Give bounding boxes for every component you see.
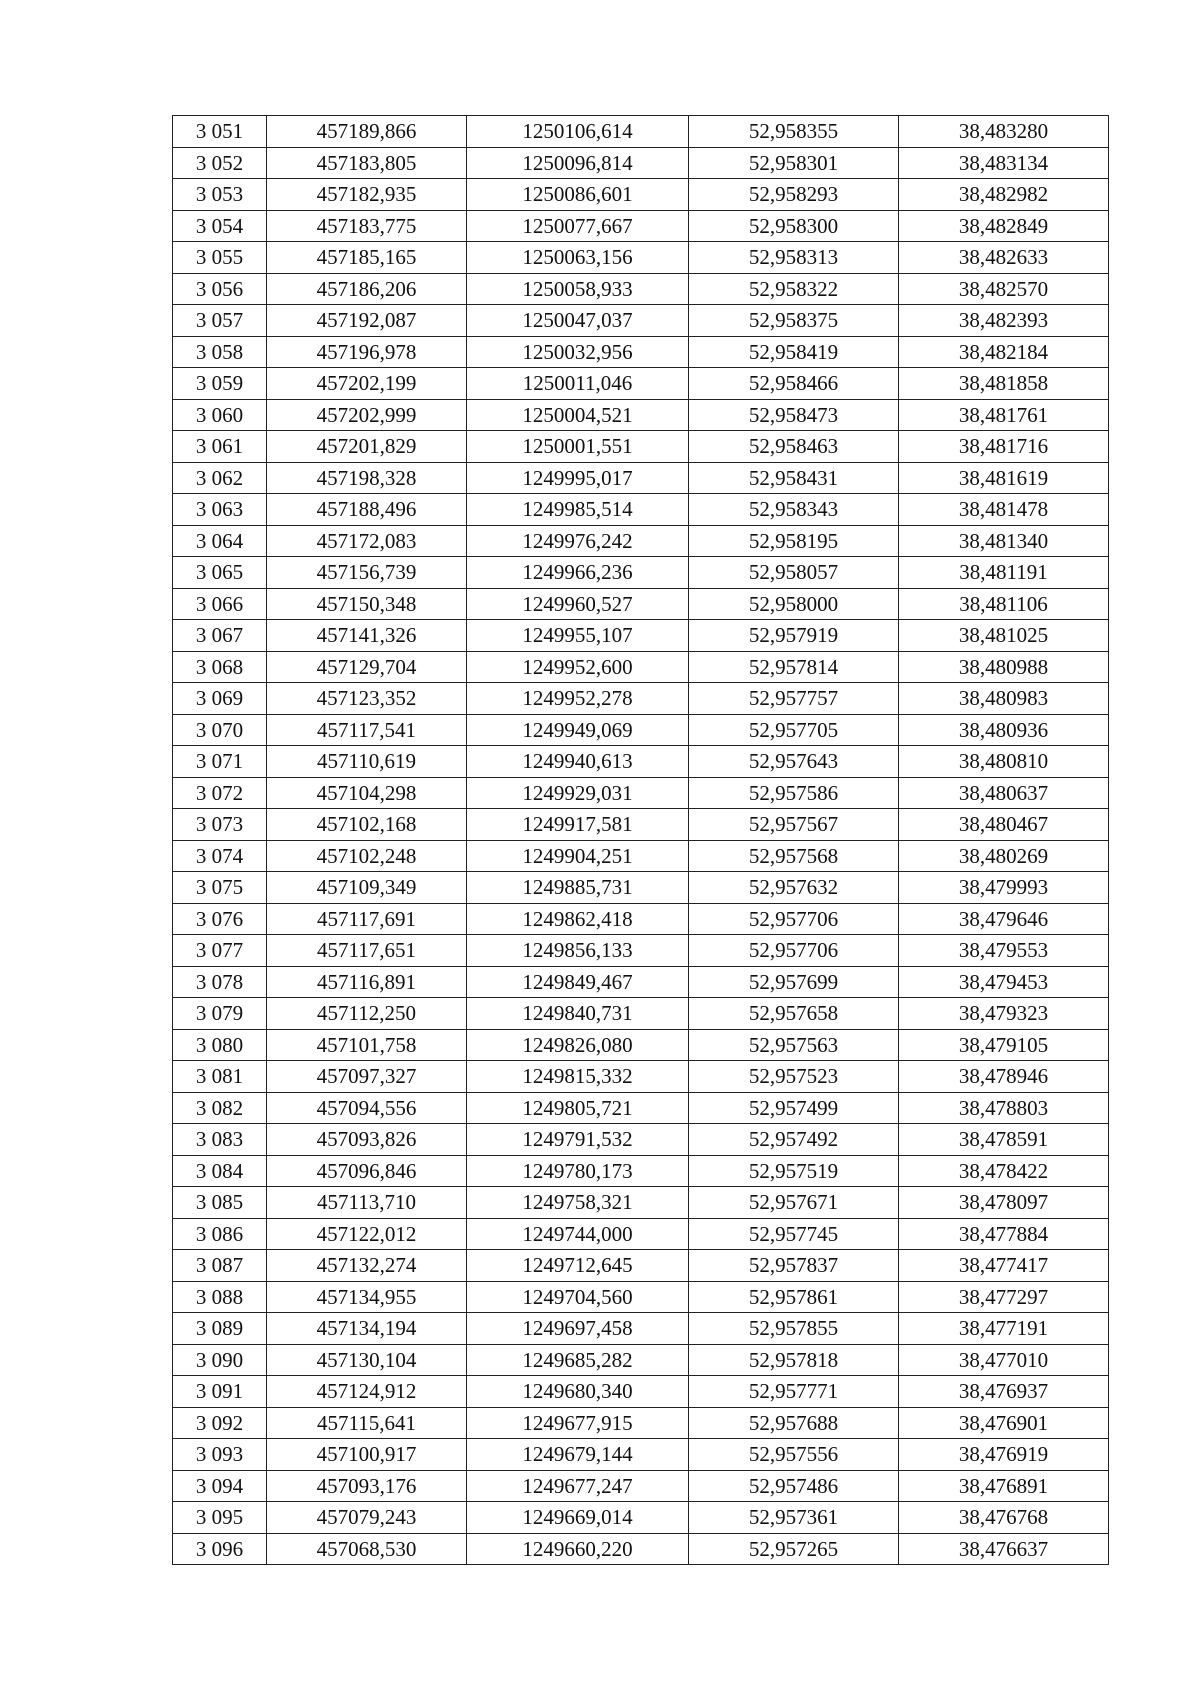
point-number-cell: 3 075 bbox=[173, 872, 267, 904]
y-coordinate-cell: 1249929,031 bbox=[467, 777, 689, 809]
longitude-cell: 38,482570 bbox=[899, 273, 1109, 305]
x-coordinate-cell: 457186,206 bbox=[267, 273, 467, 305]
x-coordinate-cell: 457117,691 bbox=[267, 903, 467, 935]
point-number-cell: 3 079 bbox=[173, 998, 267, 1030]
table-row bbox=[173, 620, 1109, 652]
point-number-cell: 3 094 bbox=[173, 1470, 267, 1502]
y-coordinate-cell: 1250106,614 bbox=[467, 116, 689, 148]
longitude-cell: 38,481716 bbox=[899, 431, 1109, 463]
longitude-cell: 38,480988 bbox=[899, 651, 1109, 683]
table-row bbox=[173, 116, 1109, 148]
y-coordinate-cell: 1249904,251 bbox=[467, 840, 689, 872]
latitude-cell: 52,957567 bbox=[689, 809, 899, 841]
table-row bbox=[173, 1061, 1109, 1093]
longitude-cell: 38,479553 bbox=[899, 935, 1109, 967]
table-row bbox=[173, 809, 1109, 841]
table-row bbox=[173, 210, 1109, 242]
y-coordinate-cell: 1250058,933 bbox=[467, 273, 689, 305]
y-coordinate-cell: 1249677,915 bbox=[467, 1407, 689, 1439]
table-row bbox=[173, 557, 1109, 589]
longitude-cell: 38,478803 bbox=[899, 1092, 1109, 1124]
point-number-cell: 3 080 bbox=[173, 1029, 267, 1061]
y-coordinate-cell: 1249885,731 bbox=[467, 872, 689, 904]
longitude-cell: 38,482849 bbox=[899, 210, 1109, 242]
longitude-cell: 38,482184 bbox=[899, 336, 1109, 368]
latitude-cell: 52,957855 bbox=[689, 1313, 899, 1345]
longitude-cell: 38,477417 bbox=[899, 1250, 1109, 1282]
table-row bbox=[173, 1439, 1109, 1471]
longitude-cell: 38,480269 bbox=[899, 840, 1109, 872]
longitude-cell: 38,480467 bbox=[899, 809, 1109, 841]
longitude-cell: 38,479323 bbox=[899, 998, 1109, 1030]
longitude-cell: 38,477884 bbox=[899, 1218, 1109, 1250]
table-row bbox=[173, 1281, 1109, 1313]
x-coordinate-cell: 457198,328 bbox=[267, 462, 467, 494]
table-row bbox=[173, 147, 1109, 179]
point-number-cell: 3 076 bbox=[173, 903, 267, 935]
point-number-cell: 3 070 bbox=[173, 714, 267, 746]
latitude-cell: 52,958057 bbox=[689, 557, 899, 589]
point-number-cell: 3 074 bbox=[173, 840, 267, 872]
longitude-cell: 38,482633 bbox=[899, 242, 1109, 274]
latitude-cell: 52,957706 bbox=[689, 903, 899, 935]
x-coordinate-cell: 457150,348 bbox=[267, 588, 467, 620]
point-number-cell: 3 055 bbox=[173, 242, 267, 274]
table-row bbox=[173, 683, 1109, 715]
x-coordinate-cell: 457104,298 bbox=[267, 777, 467, 809]
point-number-cell: 3 056 bbox=[173, 273, 267, 305]
y-coordinate-cell: 1249805,721 bbox=[467, 1092, 689, 1124]
table-row bbox=[173, 431, 1109, 463]
table-row bbox=[173, 1124, 1109, 1156]
y-coordinate-cell: 1249966,236 bbox=[467, 557, 689, 589]
latitude-cell: 52,957658 bbox=[689, 998, 899, 1030]
latitude-cell: 52,958301 bbox=[689, 147, 899, 179]
latitude-cell: 52,958322 bbox=[689, 273, 899, 305]
point-number-cell: 3 085 bbox=[173, 1187, 267, 1219]
y-coordinate-cell: 1249780,173 bbox=[467, 1155, 689, 1187]
longitude-cell: 38,481858 bbox=[899, 368, 1109, 400]
longitude-cell: 38,476919 bbox=[899, 1439, 1109, 1471]
longitude-cell: 38,478097 bbox=[899, 1187, 1109, 1219]
point-number-cell: 3 053 bbox=[173, 179, 267, 211]
point-number-cell: 3 064 bbox=[173, 525, 267, 557]
table-row bbox=[173, 872, 1109, 904]
table-row bbox=[173, 1187, 1109, 1219]
x-coordinate-cell: 457129,704 bbox=[267, 651, 467, 683]
table-row bbox=[173, 462, 1109, 494]
latitude-cell: 52,957499 bbox=[689, 1092, 899, 1124]
x-coordinate-cell: 457122,012 bbox=[267, 1218, 467, 1250]
y-coordinate-cell: 1250096,814 bbox=[467, 147, 689, 179]
y-coordinate-cell: 1249995,017 bbox=[467, 462, 689, 494]
point-number-cell: 3 095 bbox=[173, 1502, 267, 1534]
point-number-cell: 3 065 bbox=[173, 557, 267, 589]
latitude-cell: 52,957568 bbox=[689, 840, 899, 872]
point-number-cell: 3 083 bbox=[173, 1124, 267, 1156]
point-number-cell: 3 086 bbox=[173, 1218, 267, 1250]
x-coordinate-cell: 457201,829 bbox=[267, 431, 467, 463]
point-number-cell: 3 052 bbox=[173, 147, 267, 179]
x-coordinate-cell: 457115,641 bbox=[267, 1407, 467, 1439]
latitude-cell: 52,958000 bbox=[689, 588, 899, 620]
latitude-cell: 52,958313 bbox=[689, 242, 899, 274]
latitude-cell: 52,957771 bbox=[689, 1376, 899, 1408]
x-coordinate-cell: 457183,805 bbox=[267, 147, 467, 179]
point-number-cell: 3 073 bbox=[173, 809, 267, 841]
y-coordinate-cell: 1250086,601 bbox=[467, 179, 689, 211]
x-coordinate-cell: 457097,327 bbox=[267, 1061, 467, 1093]
latitude-cell: 52,957745 bbox=[689, 1218, 899, 1250]
latitude-cell: 52,957919 bbox=[689, 620, 899, 652]
x-coordinate-cell: 457134,955 bbox=[267, 1281, 467, 1313]
latitude-cell: 52,957486 bbox=[689, 1470, 899, 1502]
latitude-cell: 52,957563 bbox=[689, 1029, 899, 1061]
longitude-cell: 38,480983 bbox=[899, 683, 1109, 715]
latitude-cell: 52,957265 bbox=[689, 1533, 899, 1565]
point-number-cell: 3 071 bbox=[173, 746, 267, 778]
point-number-cell: 3 066 bbox=[173, 588, 267, 620]
longitude-cell: 38,479453 bbox=[899, 966, 1109, 998]
y-coordinate-cell: 1249940,613 bbox=[467, 746, 689, 778]
latitude-cell: 52,958431 bbox=[689, 462, 899, 494]
longitude-cell: 38,476637 bbox=[899, 1533, 1109, 1565]
y-coordinate-cell: 1250032,956 bbox=[467, 336, 689, 368]
y-coordinate-cell: 1249952,278 bbox=[467, 683, 689, 715]
longitude-cell: 38,478422 bbox=[899, 1155, 1109, 1187]
point-number-cell: 3 057 bbox=[173, 305, 267, 337]
table-row bbox=[173, 305, 1109, 337]
x-coordinate-cell: 457100,917 bbox=[267, 1439, 467, 1471]
x-coordinate-cell: 457102,168 bbox=[267, 809, 467, 841]
x-coordinate-cell: 457124,912 bbox=[267, 1376, 467, 1408]
point-number-cell: 3 069 bbox=[173, 683, 267, 715]
x-coordinate-cell: 457093,176 bbox=[267, 1470, 467, 1502]
x-coordinate-cell: 457102,248 bbox=[267, 840, 467, 872]
x-coordinate-cell: 457096,846 bbox=[267, 1155, 467, 1187]
point-number-cell: 3 061 bbox=[173, 431, 267, 463]
y-coordinate-cell: 1249744,000 bbox=[467, 1218, 689, 1250]
point-number-cell: 3 087 bbox=[173, 1250, 267, 1282]
latitude-cell: 52,957757 bbox=[689, 683, 899, 715]
y-coordinate-cell: 1250011,046 bbox=[467, 368, 689, 400]
point-number-cell: 3 067 bbox=[173, 620, 267, 652]
latitude-cell: 52,958300 bbox=[689, 210, 899, 242]
table-row bbox=[173, 1470, 1109, 1502]
point-number-cell: 3 090 bbox=[173, 1344, 267, 1376]
x-coordinate-cell: 457156,739 bbox=[267, 557, 467, 589]
longitude-cell: 38,478946 bbox=[899, 1061, 1109, 1093]
point-number-cell: 3 096 bbox=[173, 1533, 267, 1565]
x-coordinate-cell: 457093,826 bbox=[267, 1124, 467, 1156]
x-coordinate-cell: 457109,349 bbox=[267, 872, 467, 904]
x-coordinate-cell: 457123,352 bbox=[267, 683, 467, 715]
x-coordinate-cell: 457182,935 bbox=[267, 179, 467, 211]
longitude-cell: 38,483134 bbox=[899, 147, 1109, 179]
y-coordinate-cell: 1249976,242 bbox=[467, 525, 689, 557]
latitude-cell: 52,957586 bbox=[689, 777, 899, 809]
longitude-cell: 38,481761 bbox=[899, 399, 1109, 431]
y-coordinate-cell: 1249840,731 bbox=[467, 998, 689, 1030]
longitude-cell: 38,476891 bbox=[899, 1470, 1109, 1502]
longitude-cell: 38,481340 bbox=[899, 525, 1109, 557]
x-coordinate-cell: 457188,496 bbox=[267, 494, 467, 526]
x-coordinate-cell: 457183,775 bbox=[267, 210, 467, 242]
latitude-cell: 52,958355 bbox=[689, 116, 899, 148]
table-row bbox=[173, 1313, 1109, 1345]
latitude-cell: 52,957705 bbox=[689, 714, 899, 746]
latitude-cell: 52,957671 bbox=[689, 1187, 899, 1219]
table-row bbox=[173, 1376, 1109, 1408]
latitude-cell: 52,957861 bbox=[689, 1281, 899, 1313]
y-coordinate-cell: 1249791,532 bbox=[467, 1124, 689, 1156]
latitude-cell: 52,957632 bbox=[689, 872, 899, 904]
y-coordinate-cell: 1249985,514 bbox=[467, 494, 689, 526]
table-row bbox=[173, 1407, 1109, 1439]
longitude-cell: 38,477010 bbox=[899, 1344, 1109, 1376]
longitude-cell: 38,479993 bbox=[899, 872, 1109, 904]
point-number-cell: 3 063 bbox=[173, 494, 267, 526]
latitude-cell: 52,958195 bbox=[689, 525, 899, 557]
longitude-cell: 38,481025 bbox=[899, 620, 1109, 652]
x-coordinate-cell: 457110,619 bbox=[267, 746, 467, 778]
longitude-cell: 38,476901 bbox=[899, 1407, 1109, 1439]
point-number-cell: 3 084 bbox=[173, 1155, 267, 1187]
longitude-cell: 38,481106 bbox=[899, 588, 1109, 620]
y-coordinate-cell: 1249697,458 bbox=[467, 1313, 689, 1345]
longitude-cell: 38,483280 bbox=[899, 116, 1109, 148]
x-coordinate-cell: 457141,326 bbox=[267, 620, 467, 652]
x-coordinate-cell: 457094,556 bbox=[267, 1092, 467, 1124]
table-row bbox=[173, 998, 1109, 1030]
point-number-cell: 3 051 bbox=[173, 116, 267, 148]
table-row bbox=[173, 1029, 1109, 1061]
table-row bbox=[173, 1250, 1109, 1282]
point-number-cell: 3 059 bbox=[173, 368, 267, 400]
point-number-cell: 3 088 bbox=[173, 1281, 267, 1313]
y-coordinate-cell: 1250077,667 bbox=[467, 210, 689, 242]
y-coordinate-cell: 1249669,014 bbox=[467, 1502, 689, 1534]
latitude-cell: 52,958466 bbox=[689, 368, 899, 400]
latitude-cell: 52,958375 bbox=[689, 305, 899, 337]
y-coordinate-cell: 1250063,156 bbox=[467, 242, 689, 274]
point-number-cell: 3 091 bbox=[173, 1376, 267, 1408]
x-coordinate-cell: 457068,530 bbox=[267, 1533, 467, 1565]
longitude-cell: 38,480936 bbox=[899, 714, 1109, 746]
table-row bbox=[173, 714, 1109, 746]
point-number-cell: 3 060 bbox=[173, 399, 267, 431]
table-row bbox=[173, 1502, 1109, 1534]
longitude-cell: 38,477297 bbox=[899, 1281, 1109, 1313]
y-coordinate-cell: 1249856,133 bbox=[467, 935, 689, 967]
x-coordinate-cell: 457196,978 bbox=[267, 336, 467, 368]
point-number-cell: 3 062 bbox=[173, 462, 267, 494]
y-coordinate-cell: 1249685,282 bbox=[467, 1344, 689, 1376]
table-row bbox=[173, 1092, 1109, 1124]
table-row bbox=[173, 1218, 1109, 1250]
latitude-cell: 52,957818 bbox=[689, 1344, 899, 1376]
y-coordinate-cell: 1249758,321 bbox=[467, 1187, 689, 1219]
table-row bbox=[173, 777, 1109, 809]
point-number-cell: 3 082 bbox=[173, 1092, 267, 1124]
longitude-cell: 38,476768 bbox=[899, 1502, 1109, 1534]
latitude-cell: 52,957814 bbox=[689, 651, 899, 683]
point-number-cell: 3 054 bbox=[173, 210, 267, 242]
latitude-cell: 52,957519 bbox=[689, 1155, 899, 1187]
y-coordinate-cell: 1250047,037 bbox=[467, 305, 689, 337]
latitude-cell: 52,957643 bbox=[689, 746, 899, 778]
point-number-cell: 3 089 bbox=[173, 1313, 267, 1345]
longitude-cell: 38,482982 bbox=[899, 179, 1109, 211]
point-number-cell: 3 081 bbox=[173, 1061, 267, 1093]
x-coordinate-cell: 457130,104 bbox=[267, 1344, 467, 1376]
point-number-cell: 3 092 bbox=[173, 1407, 267, 1439]
latitude-cell: 52,957837 bbox=[689, 1250, 899, 1282]
point-number-cell: 3 078 bbox=[173, 966, 267, 998]
y-coordinate-cell: 1249917,581 bbox=[467, 809, 689, 841]
longitude-cell: 38,479646 bbox=[899, 903, 1109, 935]
table-row bbox=[173, 935, 1109, 967]
y-coordinate-cell: 1249949,069 bbox=[467, 714, 689, 746]
longitude-cell: 38,477191 bbox=[899, 1313, 1109, 1345]
latitude-cell: 52,958419 bbox=[689, 336, 899, 368]
x-coordinate-cell: 457101,758 bbox=[267, 1029, 467, 1061]
latitude-cell: 52,958293 bbox=[689, 179, 899, 211]
x-coordinate-cell: 457116,891 bbox=[267, 966, 467, 998]
point-number-cell: 3 058 bbox=[173, 336, 267, 368]
longitude-cell: 38,480810 bbox=[899, 746, 1109, 778]
y-coordinate-cell: 1249679,144 bbox=[467, 1439, 689, 1471]
table-row bbox=[173, 1155, 1109, 1187]
x-coordinate-cell: 457192,087 bbox=[267, 305, 467, 337]
table-row bbox=[173, 588, 1109, 620]
table-row bbox=[173, 1344, 1109, 1376]
y-coordinate-cell: 1250004,521 bbox=[467, 399, 689, 431]
table-row bbox=[173, 1533, 1109, 1565]
table-row bbox=[173, 651, 1109, 683]
latitude-cell: 52,957706 bbox=[689, 935, 899, 967]
x-coordinate-cell: 457202,199 bbox=[267, 368, 467, 400]
table-row bbox=[173, 273, 1109, 305]
latitude-cell: 52,957361 bbox=[689, 1502, 899, 1534]
x-coordinate-cell: 457132,274 bbox=[267, 1250, 467, 1282]
y-coordinate-cell: 1249826,080 bbox=[467, 1029, 689, 1061]
latitude-cell: 52,957556 bbox=[689, 1439, 899, 1471]
table-row bbox=[173, 399, 1109, 431]
x-coordinate-cell: 457117,541 bbox=[267, 714, 467, 746]
longitude-cell: 38,481478 bbox=[899, 494, 1109, 526]
x-coordinate-cell: 457117,651 bbox=[267, 935, 467, 967]
table-row bbox=[173, 525, 1109, 557]
latitude-cell: 52,957699 bbox=[689, 966, 899, 998]
y-coordinate-cell: 1249815,332 bbox=[467, 1061, 689, 1093]
y-coordinate-cell: 1249955,107 bbox=[467, 620, 689, 652]
table-row bbox=[173, 179, 1109, 211]
table-row bbox=[173, 903, 1109, 935]
x-coordinate-cell: 457202,999 bbox=[267, 399, 467, 431]
longitude-cell: 38,481619 bbox=[899, 462, 1109, 494]
longitude-cell: 38,481191 bbox=[899, 557, 1109, 589]
latitude-cell: 52,957492 bbox=[689, 1124, 899, 1156]
y-coordinate-cell: 1249680,340 bbox=[467, 1376, 689, 1408]
longitude-cell: 38,480637 bbox=[899, 777, 1109, 809]
point-number-cell: 3 072 bbox=[173, 777, 267, 809]
y-coordinate-cell: 1249952,600 bbox=[467, 651, 689, 683]
table-row bbox=[173, 242, 1109, 274]
table-row bbox=[173, 840, 1109, 872]
table-row bbox=[173, 746, 1109, 778]
x-coordinate-cell: 457172,083 bbox=[267, 525, 467, 557]
table-row bbox=[173, 336, 1109, 368]
y-coordinate-cell: 1249677,247 bbox=[467, 1470, 689, 1502]
x-coordinate-cell: 457112,250 bbox=[267, 998, 467, 1030]
longitude-cell: 38,476937 bbox=[899, 1376, 1109, 1408]
point-number-cell: 3 093 bbox=[173, 1439, 267, 1471]
latitude-cell: 52,957688 bbox=[689, 1407, 899, 1439]
latitude-cell: 52,958463 bbox=[689, 431, 899, 463]
point-number-cell: 3 077 bbox=[173, 935, 267, 967]
y-coordinate-cell: 1250001,551 bbox=[467, 431, 689, 463]
table-row bbox=[173, 368, 1109, 400]
longitude-cell: 38,479105 bbox=[899, 1029, 1109, 1061]
y-coordinate-cell: 1249704,560 bbox=[467, 1281, 689, 1313]
latitude-cell: 52,958473 bbox=[689, 399, 899, 431]
latitude-cell: 52,957523 bbox=[689, 1061, 899, 1093]
longitude-cell: 38,478591 bbox=[899, 1124, 1109, 1156]
x-coordinate-cell: 457113,710 bbox=[267, 1187, 467, 1219]
coordinates-table-body bbox=[173, 116, 1109, 1565]
longitude-cell: 38,482393 bbox=[899, 305, 1109, 337]
point-number-cell: 3 068 bbox=[173, 651, 267, 683]
y-coordinate-cell: 1249712,645 bbox=[467, 1250, 689, 1282]
y-coordinate-cell: 1249660,220 bbox=[467, 1533, 689, 1565]
y-coordinate-cell: 1249862,418 bbox=[467, 903, 689, 935]
latitude-cell: 52,958343 bbox=[689, 494, 899, 526]
x-coordinate-cell: 457134,194 bbox=[267, 1313, 467, 1345]
y-coordinate-cell: 1249960,527 bbox=[467, 588, 689, 620]
table-row bbox=[173, 494, 1109, 526]
x-coordinate-cell: 457185,165 bbox=[267, 242, 467, 274]
y-coordinate-cell: 1249849,467 bbox=[467, 966, 689, 998]
x-coordinate-cell: 457079,243 bbox=[267, 1502, 467, 1534]
x-coordinate-cell: 457189,866 bbox=[267, 116, 467, 148]
table-row bbox=[173, 966, 1109, 998]
coordinates-table bbox=[172, 115, 1109, 1565]
